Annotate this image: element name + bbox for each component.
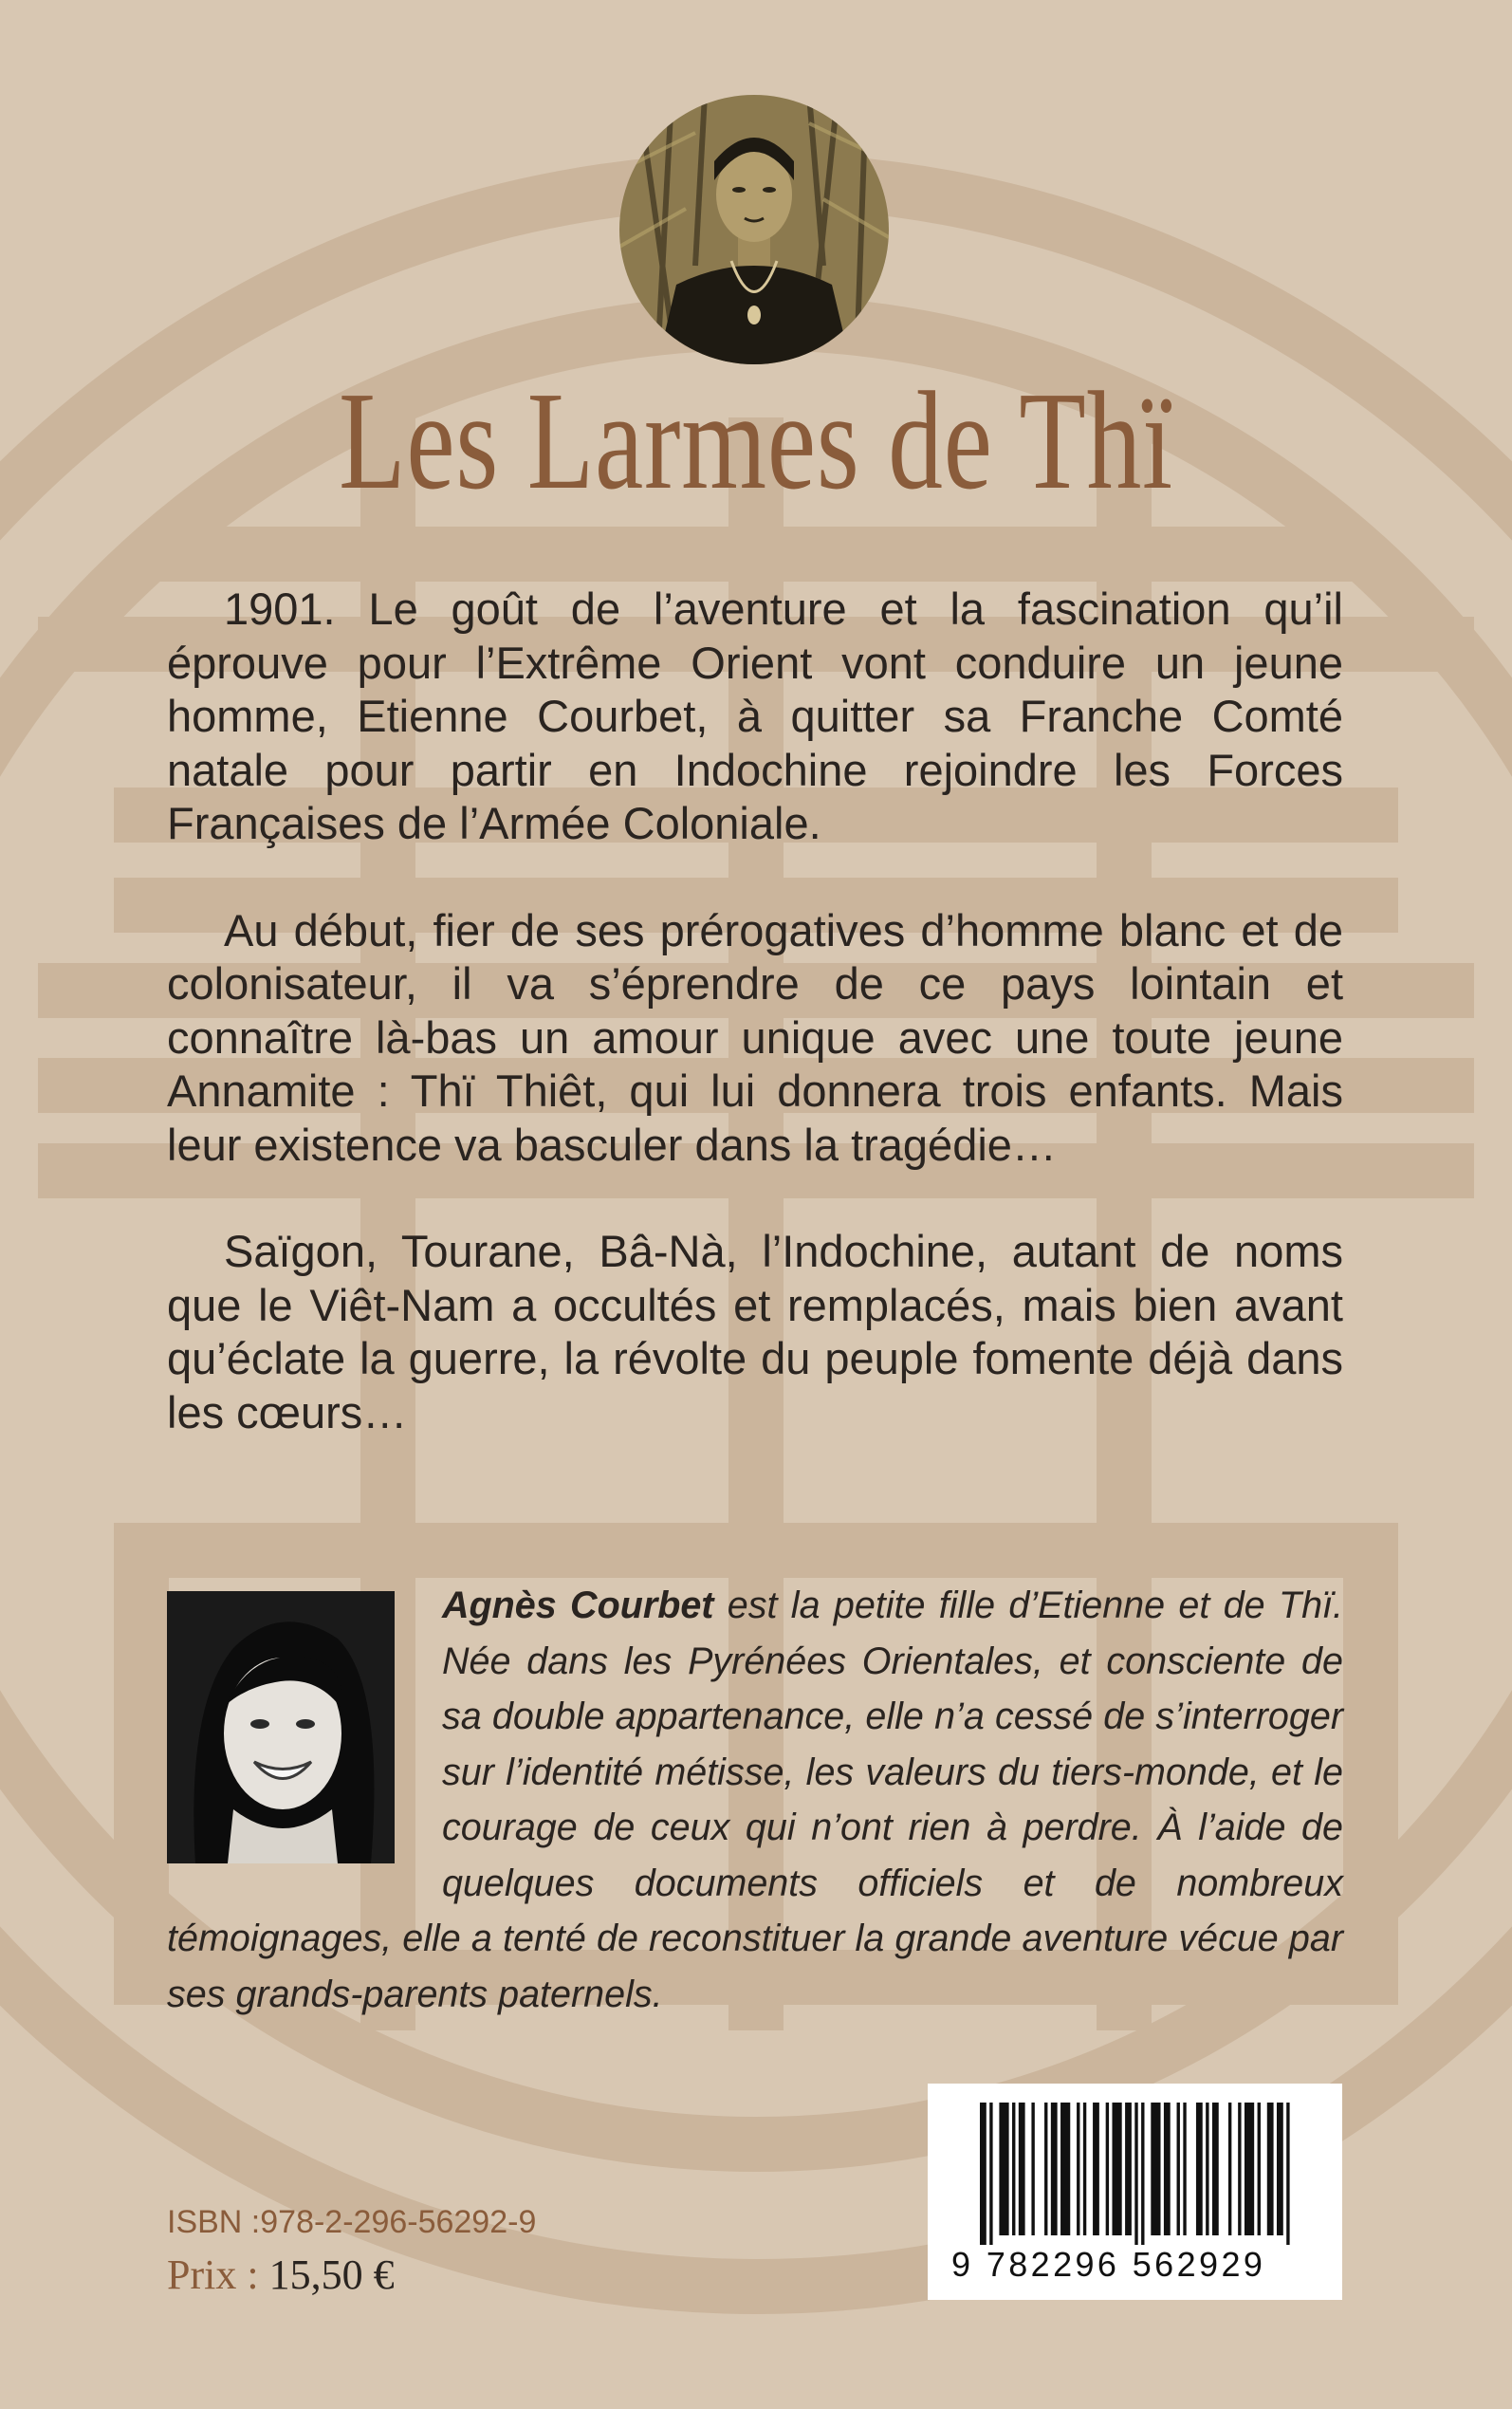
barcode-bar <box>1206 2103 1208 2235</box>
barcode-bars <box>980 2103 1293 2245</box>
barcode-bar <box>1077 2103 1079 2235</box>
barcode-bar <box>1183 2103 1186 2235</box>
barcode-bar <box>1151 2103 1160 2235</box>
book-title: Les Larmes de Thï <box>339 363 1173 519</box>
synopsis-paragraph: Au début, fier de ses prérogatives d’homme blanc et de colonisateur, il va s’éprendre de ce pays lointain et connaître là-bas un amour unique avec une toute jeune Annamite : Thï Thiêt, qui lui donnera trois enfants. Mais leur existence va basculer dans la tragédie… <box>167 904 1343 1170</box>
price <box>167 2251 395 2299</box>
barcode-bar <box>1031 2103 1034 2235</box>
author-bio-text: est la petite fille d’Etienne et de Thï. Née dans les Pyrénées Orientales, et consciente de sa double appartenance, elle n’a cessé de s’interroger sur l’identité métisse, les valeurs du tiers-monde, et le courage de ceux qui n’ont rien à perdre. À l’aide de quelques documents officiels et de nombreux témoignages, elle a tenté de reconstituer la grande aventure vécue par ses grands-parents paternels. <box>167 1584 1343 2015</box>
barcode-bar <box>1177 2103 1180 2235</box>
synopsis <box>167 583 1343 1492</box>
price-label: Prix : <box>167 2251 269 2298</box>
barcode-bar <box>1134 2103 1137 2245</box>
barcode-bar <box>1060 2103 1070 2235</box>
barcode-bar <box>1112 2103 1121 2235</box>
barcode-bar <box>1083 2103 1086 2235</box>
barcode-bar <box>1093 2103 1099 2235</box>
barcode-bar <box>1164 2103 1171 2235</box>
portrait-photo <box>619 95 889 364</box>
author-bio <box>167 1578 1343 2022</box>
barcode-digits: 9 782296 562929 <box>951 2245 1266 2284</box>
barcode-bar <box>999 2103 1008 2235</box>
barcode-bar <box>989 2103 992 2245</box>
barcode-bar <box>1019 2103 1025 2235</box>
barcode-bar <box>1267 2103 1274 2235</box>
barcode-bar <box>1012 2103 1015 2235</box>
barcode-bar <box>1286 2103 1289 2245</box>
barcode-bar <box>1051 2103 1058 2235</box>
barcode-bar <box>1106 2103 1109 2235</box>
barcode-bar <box>1044 2103 1047 2235</box>
barcode <box>928 2084 1342 2300</box>
barcode-bar <box>1238 2103 1241 2235</box>
synopsis-paragraph: 1901. Le goût de l’aventure et la fascination qu’il éprouve pour l’Extrême Orient vont conduire un jeune homme, Etienne Courbet, à quitter sa Franche Comté natale pour partir en Indochine rejoindre les Forces Françaises de l’Armée Coloniale. <box>167 584 1343 848</box>
barcode-bar <box>1228 2103 1231 2235</box>
barcode-bar <box>1212 2103 1219 2235</box>
synopsis-paragraph: Saïgon, Tourane, Bâ-Nà, l’Indochine, autant de noms que le Viêt-Nam a occultés et remplacés, mais bien avant qu’éclate la guerre, la révolte du peuple fomente déjà dans les cœurs… <box>167 1226 1343 1437</box>
barcode-bar <box>1277 2103 1283 2235</box>
isbn: ISBN :978-2-296-56292-9 <box>167 2204 537 2240</box>
barcode-bar <box>1141 2103 1144 2245</box>
barcode-bar <box>980 2103 986 2245</box>
barcode-bar <box>1125 2103 1132 2235</box>
barcode-bar <box>1245 2103 1254 2235</box>
barcode-bar <box>1196 2103 1203 2235</box>
barcode-bar <box>1258 2103 1261 2235</box>
price-value: 15,50 € <box>268 2251 395 2298</box>
author-name: Agnès Courbet <box>442 1584 714 1626</box>
